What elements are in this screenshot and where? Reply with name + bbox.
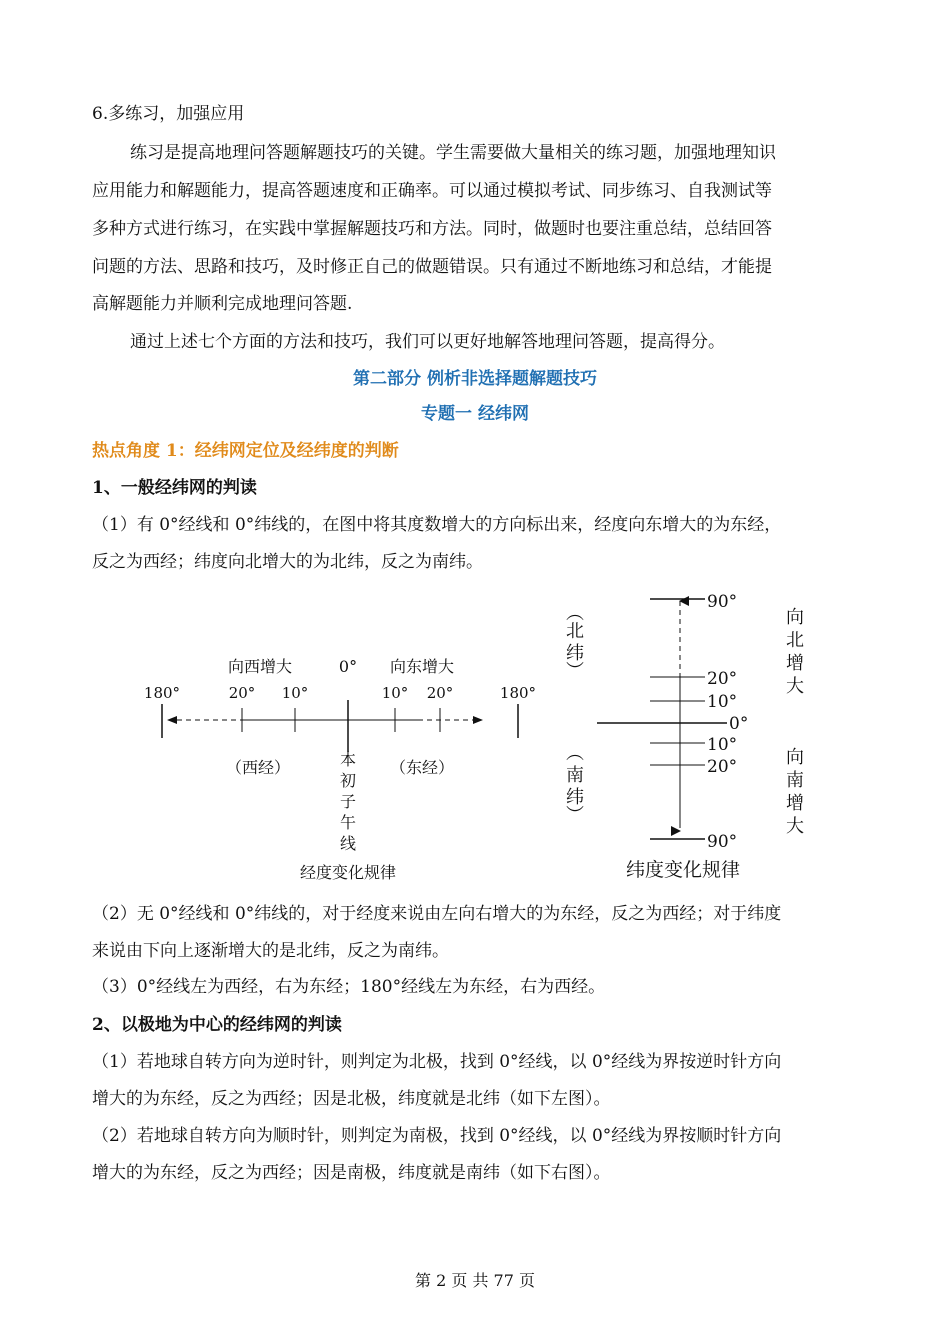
north-increase-char: 大 <box>786 676 804 697</box>
tick-label: 10° <box>381 684 409 702</box>
south-latitude-char: ︶ <box>566 805 584 826</box>
tick-label: 180° <box>143 684 181 702</box>
south-latitude-char: 纬 <box>566 787 584 808</box>
longitude-caption: 经度变化规律 <box>299 863 397 882</box>
north-increase-char: 北 <box>786 630 804 651</box>
south-increase-char: 向 <box>786 747 804 768</box>
tick-label: 90° <box>707 592 738 612</box>
paragraph-line: 练习是提高地理问答题解题技巧的关键。学生需要做大量相关的练习题，加强地理知识 <box>130 143 776 163</box>
paragraph-line: （1）有 0°经线和 0°纬线的，在图中将其度数增大的方向标出来，经度向东增大的为东经， <box>92 515 782 535</box>
paragraph-line: （2）若地球自转方向为顺时针，则判定为南极，找到 0°经线，以 0°经线为界按顺时针方向 <box>92 1126 782 1146</box>
paragraph-line: 来说由下向上逐渐增大的是北纬，反之为南纬。 <box>92 941 449 961</box>
prime-meridian-char: 午 <box>339 813 357 832</box>
tick-label: 10° <box>707 735 738 755</box>
section-1-title: 1、一般经纬网的判读 <box>92 478 257 498</box>
prime-meridian-char: 子 <box>339 792 357 811</box>
prime-meridian-char: 初 <box>339 771 357 790</box>
footer-mid: 页 共 <box>451 1271 489 1290</box>
paragraph-line: 应用能力和解题能力，提高答题速度和正确率。可以通过模拟考试、同步练习、自我测试等 <box>92 181 772 201</box>
paragraph-line: （1）若地球自转方向为逆时针，则判定为北极，找到 0°经线，以 0°经线为界按逆时针方向 <box>92 1052 782 1072</box>
tick-label: 20° <box>707 669 738 689</box>
north-increase-char: 增 <box>786 653 804 674</box>
tick-label: 20° <box>426 684 454 702</box>
paragraph-line: 问题的方法、思路和技巧，及时修正自己的做题错误。只有通过不断地练习和总结，才能提 <box>92 257 772 277</box>
paragraph-line: （3）0°经线左为西经，右为东经；180°经线左为东经，右为西经。 <box>92 977 606 997</box>
total-page-count: 77 <box>493 1271 514 1290</box>
footer-prefix: 第 <box>414 1271 431 1290</box>
tick-label: 10° <box>707 692 738 712</box>
prime-meridian-char: 本 <box>339 750 357 769</box>
footer-suffix: 页 <box>519 1271 536 1290</box>
tick-label: 20° <box>707 757 738 777</box>
paragraph-line: 增大的为东经，反之为西经；因是北极，纬度就是北纬（如下左图）。 <box>92 1089 611 1109</box>
item-6-heading: 6.多练习，加强应用 <box>92 104 245 124</box>
paragraph-line: 通过上述七个方面的方法和技巧，我们可以更好地解答地理问答题，提高得分。 <box>130 332 725 352</box>
current-page-number: 2 <box>436 1271 447 1290</box>
north-increase-char: 向 <box>786 607 804 628</box>
west-increase-label: 向西增大 <box>227 657 293 676</box>
north-latitude-char: 北 <box>566 621 584 642</box>
east-longitude-label: （东经） <box>389 758 455 777</box>
latitude-caption: 纬度变化规律 <box>625 859 741 881</box>
paragraph-line: 反之为西经；纬度向北增大的为北纬，反之为南纬。 <box>92 552 483 572</box>
paragraph-line: 高解题能力并顺利完成地理问答题. <box>92 294 353 314</box>
south-increase-char: 增 <box>786 793 804 814</box>
page-footer <box>0 1268 950 1291</box>
topic-title: 专题一 经纬网 <box>421 404 529 424</box>
part-title: 第二部分 例析非选择题解题技巧 <box>353 369 597 389</box>
tick-label: 20° <box>228 684 256 702</box>
north-latitude-char: 纬 <box>566 643 584 664</box>
north-latitude-char: ︶ <box>566 661 584 682</box>
north-latitude-char: ︵ <box>566 603 584 624</box>
south-increase-char: 南 <box>786 770 804 791</box>
longitude-diagram <box>130 640 550 890</box>
paragraph-line: 多种方式进行练习，在实践中掌握解题技巧和方法。同时，做题时也要注重总结，总结回答 <box>92 219 772 239</box>
east-increase-label: 向东增大 <box>389 657 455 676</box>
tick-label: 90° <box>707 832 738 852</box>
paragraph-line: （2）无 0°经线和 0°纬线的，对于经度来说由左向右增大的为东经，反之为西经；对于纬度 <box>92 904 782 924</box>
section-2-title: 2、以极地为中心的经纬网的判读 <box>92 1015 342 1035</box>
latitude-diagram <box>555 585 855 890</box>
hot-title: 热点角度 1：经纬网定位及经纬度的判断 <box>92 441 399 461</box>
south-increase-char: 大 <box>786 816 804 837</box>
west-longitude-label: （西经） <box>225 758 291 777</box>
tick-label: 180° <box>499 684 537 702</box>
south-latitude-char: ︵ <box>566 743 584 764</box>
south-latitude-char: 南 <box>566 765 584 786</box>
prime-meridian-char: 线 <box>339 834 357 853</box>
paragraph-line: 增大的为东经，反之为西经；因是南极，纬度就是南纬（如下右图）。 <box>92 1163 611 1183</box>
tick-label: 0° <box>729 714 749 734</box>
zero-meridian-label: 0° <box>338 657 358 676</box>
tick-label: 10° <box>281 684 309 702</box>
